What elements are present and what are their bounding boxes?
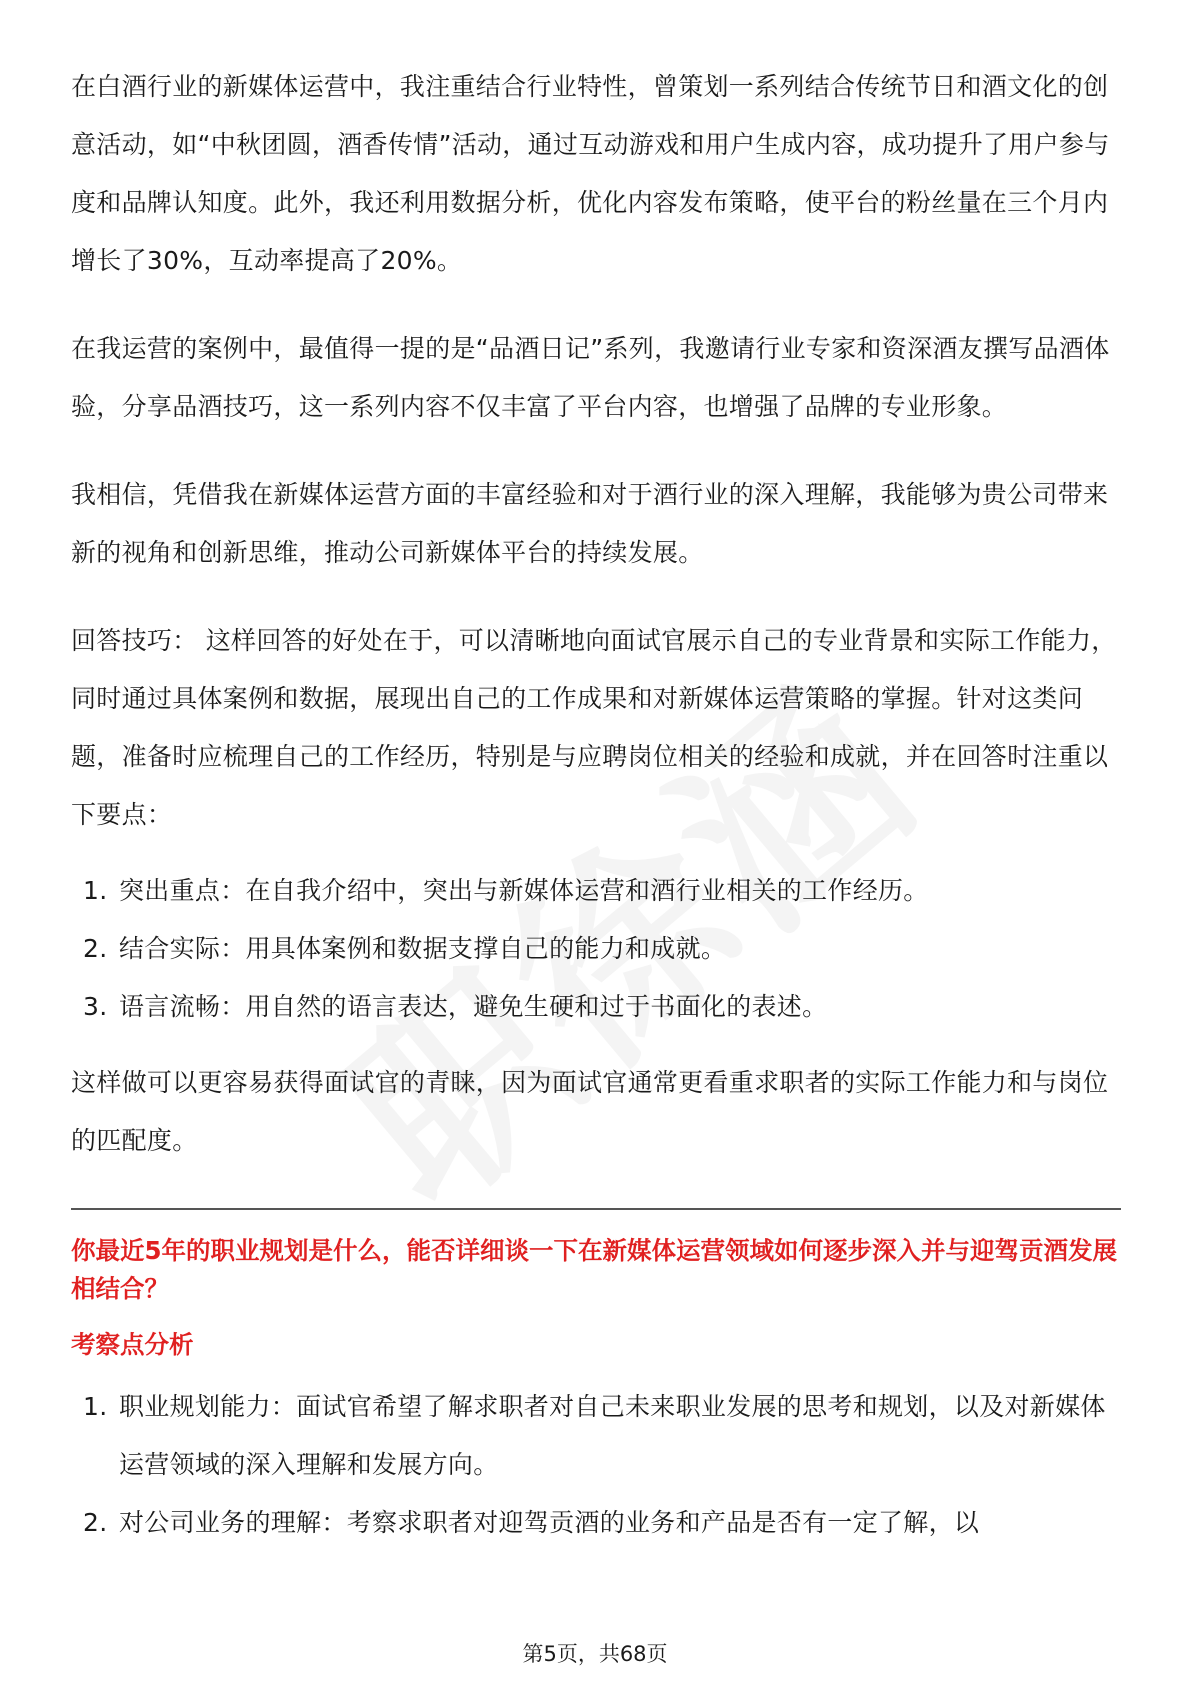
section-divider (71, 1208, 1121, 1210)
list-item: 2. 结合实际：用具体案例和数据支撑自己的能力和成就。 (83, 934, 727, 963)
paragraph-activity: 在白酒行业的新媒体运营中，我注重结合行业特性，曾策划一系列结合传统节日和酒文化的创意活动，如“中秋团圆，酒香传情”活动，通过互动游戏和用户生成内容，成功提升了用户参与度和品牌认知度。此外，我还利用数据分析，优化内容发布策略，使平台的粉丝量在三个月内增长了30%，互动率提高了20%。 (71, 72, 1110, 275)
page-content (71, 58, 1121, 1552)
list-item: 1. 职业规划能力：面试官希望了解求职者对自己未来职业发展的思考和规划，以及对新媒体运营领域的深入理解和发展方向。 (83, 1392, 1106, 1479)
paragraph-answer-tips: 回答技巧： 这样回答的好处在于，可以清晰地向面试官展示自己的专业背景和实际工作能力，同时通过具体案例和数据，展现出自己的工作成果和对新媒体运营策略的掌握。针对这类问题，准备时应梳理自己的工作经历，特别是与应聘岗位相关的经验和成就，并在回答时注重以下要点： (71, 626, 1117, 829)
list-item: 3. 语言流畅：用自然的语言表达，避免生硬和过于书面化的表述。 (83, 992, 828, 1021)
question-heading: 你最近5年的职业规划是什么，能否详细谈一下在新媒体运营领域如何逐步深入并与迎驾贡酒发展相结合？ (71, 1236, 1118, 1303)
paragraph-case: 在我运营的案例中，最值得一提的是“品酒日记”系列，我邀请行业专家和资深酒友撰写品酒体验，分享品酒技巧，这一系列内容不仅丰富了平台内容，也增强了品牌的专业形象。 (71, 334, 1110, 421)
list-item: 2. 对公司业务的理解：考察求职者对迎驾贡酒的业务和产品是否有一定了解，以 (83, 1508, 980, 1537)
list-item: 1. 突出重点：在自我介绍中，突出与新媒体运营和酒行业相关的工作经历。 (83, 876, 929, 905)
analysis-list (71, 1378, 1121, 1552)
page-footer: 第5页，共68页 (522, 1642, 668, 1666)
paragraph-belief: 我相信，凭借我在新媒体运营方面的丰富经验和对于酒行业的深入理解，我能够为贵公司带来新的视角和创新思维，推动公司新媒体平台的持续发展。 (71, 480, 1109, 567)
paragraph-closing: 这样做可以更容易获得面试官的青睐，因为面试官通常更看重求职者的实际工作能力和与岗位的匹配度。 (71, 1068, 1109, 1155)
tips-list (71, 862, 1121, 1036)
analysis-heading: 考察点分析 (71, 1330, 194, 1359)
